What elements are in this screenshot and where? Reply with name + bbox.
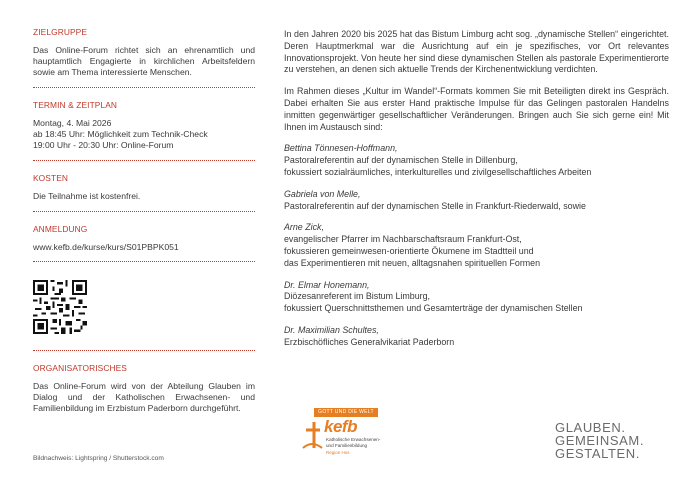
text-organisatorisches: Das Online-Forum wird von der Abteilung Glauben im Dialog und der Katholischen Erwachsenen- und Familienbildung im Erzbistum Paderborn durchgeführt.: [33, 381, 255, 413]
termin-forum: 19:00 Uhr - 20:30 Uhr: Online-Forum: [33, 140, 174, 150]
person-focus: das Experimentieren mit neuen, alltagsnahen spirituellen Formen: [284, 257, 541, 268]
section-termin: [33, 100, 255, 151]
heading-anmeldung: ANMELDUNG: [33, 224, 88, 234]
divider: [33, 211, 255, 212]
heading-organisatorisches: ORGANISATORISCHES: [33, 363, 127, 373]
section-kosten: [33, 173, 255, 202]
cross-mark-icon: [300, 418, 324, 454]
kefb-wordmark: kefb: [324, 417, 357, 436]
person-role: Erzbischöfliches Generalvikariat Paderborn: [284, 336, 455, 347]
divider: [33, 261, 255, 262]
person-role: Diözesanreferent im Bistum Limburg,: [284, 291, 430, 302]
gg-line: GEMEINSAM.: [555, 433, 645, 448]
person-name: Dr. Maximilian Schultes,: [284, 324, 379, 335]
person-entry: [284, 189, 669, 213]
divider: [33, 87, 255, 88]
anmeldung-link[interactable]: www.kefb.de/kurse/kurs/S01PBPK051: [33, 242, 179, 252]
person-focus: fokussiert Querschnittsthemen und Gesamterträge der dynamischen Stellen: [284, 303, 583, 314]
kefb-region: Region Hus: [326, 450, 350, 455]
section-anmeldung: [33, 224, 255, 341]
divider: [33, 160, 255, 161]
info-column: [33, 27, 255, 414]
person-focus: fokussiert sozialräumliches, interkulturelles und zivilgesellschaftliches Arbeiten: [284, 166, 592, 177]
termin-date: Montag, 4. Mai 2026: [33, 118, 112, 128]
person-name: Dr. Elmar Honemann,: [284, 279, 370, 290]
intro-paragraph: In den Jahren 2020 bis 2025 hat das Bistum Limburg acht sog. „dynamische Stellen“ eingerichtet. Deren Hauptmerkmal war die Ausrichtung auf ein je spezifisches, vor Ort relevantes Innovationsprojekt. Von heute her sind diese dynamischen Stellen als pastorale Experimentierorte zu verstehen, an denen sich aktuelle Trends der Kirchenentwicklung verdichten.: [284, 29, 669, 75]
termin-check: ab 18:45 Uhr: Möglichkeit zum Technik-Check: [33, 129, 208, 139]
person-entry: [284, 325, 669, 349]
kefb-subtitle: Katholische Erwachsenen- und Familienbildung: [326, 437, 381, 448]
text-zielgruppe: Das Online-Forum richtet sich an ehrenamtlich und hauptamtlich Engagierte in kirchlichen Arbeitsfeldern sowie am Thema interessierte Menschen.: [33, 45, 255, 77]
glauben-logo: [555, 421, 644, 460]
format-paragraph: Im Rahmen dieses „Kultur im Wandel“-Formats kommen Sie mit Beteiligten direkt ins Gespräch. Dabei erhalten Sie aus erster Hand praktische Impulse für das Gelingen pastoralen Handelns inmitten gegenwärtiger gesellschaftlicher Veränderungen. Bringen auch Sie sich gerne ein! Mit Ihnen im Austausch sind:: [284, 86, 669, 132]
gg-line: GLAUBEN.: [555, 420, 626, 435]
main-column: [284, 29, 669, 359]
gg-line: GESTALTEN.: [555, 446, 640, 461]
kefb-logo: [300, 408, 381, 456]
section-organisatorisches: [33, 363, 255, 414]
kefb-tagline: GOTT UND DIE WELT: [314, 408, 378, 417]
person-entry: [284, 222, 669, 269]
heading-termin: TERMIN & ZEITPLAN: [33, 100, 118, 110]
person-entry: [284, 143, 669, 178]
divider: [33, 350, 255, 351]
text-kosten: Die Teilnahme ist kostenfrei.: [33, 191, 141, 201]
person-role: Pastoralreferentin auf der dynamischen Stelle in Frankfurt-Riederwald, sowie: [284, 200, 586, 211]
qr-code: [33, 280, 87, 334]
person-name: Gabriela von Melle,: [284, 188, 361, 199]
person-name: Arne Zick,: [284, 222, 324, 233]
person-role: Pastoralreferentin auf der dynamischen Stelle in Dillenburg,: [284, 155, 518, 166]
person-focus: fokussieren gemeinwesen-orientierte Ökumene im Stadtteil und: [284, 245, 534, 256]
image-credit: Bildnachweis: Lightspring / Shutterstock.com: [33, 455, 164, 462]
heading-kosten: KOSTEN: [33, 173, 69, 183]
heading-zielgruppe: ZIELGRUPPE: [33, 27, 88, 37]
person-role: evangelischer Pfarrer im Nachbarschaftsraum Frankfurt-Ost,: [284, 234, 522, 245]
person-entry: [284, 280, 669, 315]
person-name: Bettina Tönnesen-Hoffmann,: [284, 143, 398, 154]
section-zielgruppe: [33, 27, 255, 78]
